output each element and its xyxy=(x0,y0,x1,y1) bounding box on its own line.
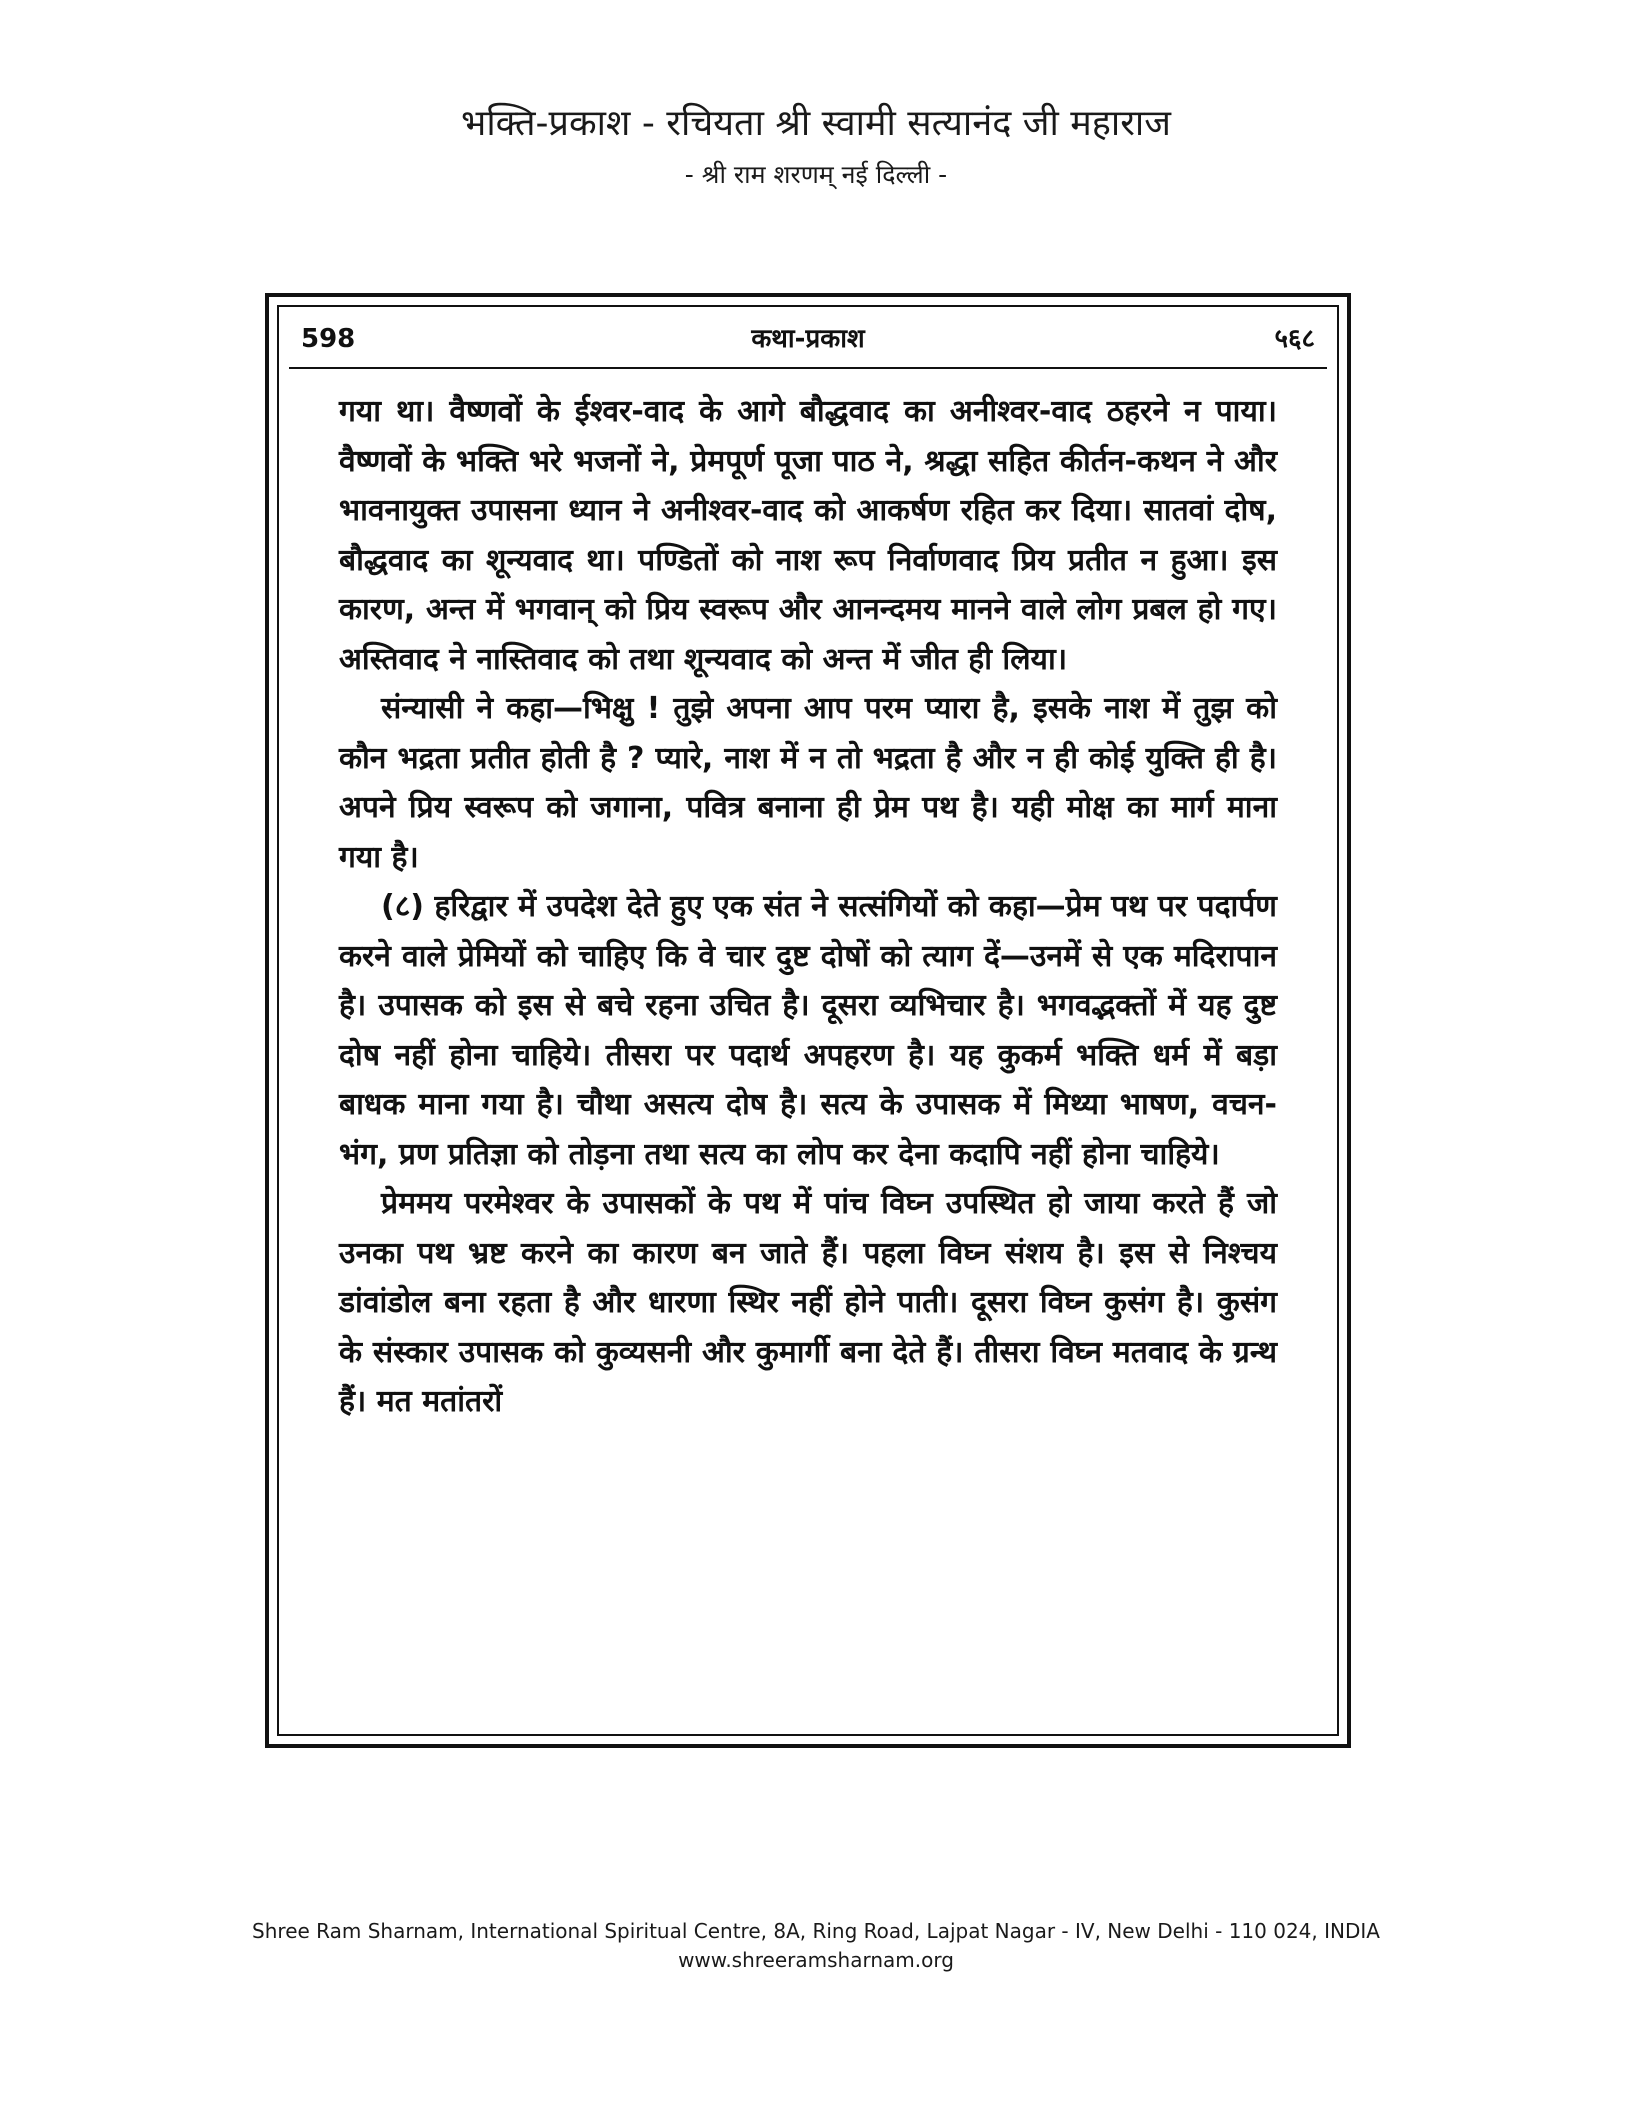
footer-website: www.shreeramsharnam.org xyxy=(678,1948,954,1972)
footer-address: Shree Ram Sharnam, International Spiritual Centre, 8A, Ring Road, Lajpat Nagar - IV, New Delhi - 110 024, INDIA xyxy=(252,1919,1380,1943)
page-number-devanagari: ५६८ xyxy=(1274,324,1315,354)
page-number-arabic: 598 xyxy=(301,324,356,354)
page-footer xyxy=(0,1917,1632,1975)
body-text xyxy=(339,387,1277,1427)
paragraph: प्रेममय परमेश्वर के उपासकों के पथ में पांच विघ्न उपस्थित हो जाया करते हैं जो उनका पथ भ्रष्ट करने का कारण बन जाते हैं। पहला विघ्न संशय है। इस से निश्चय डांवांडोल बना रहता है और धारणा स्थिर नहीं होने पाती। दूसरा विघ्न कुसंग है। कुसंग के संस्कार उपासक को कुव्यसनी और कुमार्गी बना देते हैं। तीसरा विघ्न मतवाद के ग्रन्थ हैं। मत मतांतरों xyxy=(339,1186,1277,1419)
document-subtitle: - श्री राम शरणम् नई दिल्ली - xyxy=(684,160,948,189)
document-title: भक्ति-प्रकाश - रचियता श्री स्वामी सत्यानंद जी महाराज xyxy=(461,103,1171,144)
paragraph: (८) हरिद्वार में उपदेश देते हुए एक संत ने सत्संगियों को कहा—प्रेम पथ पर पदार्पण करने वाले प्रेमियों को चाहिए कि वे चार दुष्ट दोषों को त्याग दें—उनमें से एक मदिरापान है। उपासक को इस से बचे रहना उचित है। दूसरा व्यभिचार है। भगवद्भक्तों में यह दुष्ट दोष नहीं होना चाहिये। तीसरा पर पदार्थ अपहरण है। यह कुकर्म भक्ति धर्म में बड़ा बाधक माना गया है। चौथा असत्य दोष है। सत्य के उपासक में मिथ्या भाषण, वचन-भंग, प्रण प्रतिज्ञा को तोड़ना तथा सत्य का लोप कर देना कदापि नहीं होना चाहिये। xyxy=(339,889,1277,1172)
paragraph: गया था। वैष्णवों के ईश्वर-वाद के आगे बौद्धवाद का अनीश्वर-वाद ठहरने न पाया। वैष्णवों के भक्ति भरे भजनों ने, प्रेमपूर्ण पूजा पाठ ने, श्रद्धा सहित कीर्तन-कथन ने और भावनायुक्त उपासना ध्यान ने अनीश्वर-वाद को आकर्षण रहित कर दिया। सातवां दोष, बौद्धवाद का शून्यवाद था। पण्डितों को नाश रूप निर्वाणवाद प्रिय प्रतीत न हुआ। इस कारण, अन्त में भगवान् को प्रिय स्वरूप और आनन्दमय मानने वाले लोग प्रबल हो गए। अस्तिवाद ने नास्तिवाद को तथा शून्यवाद को अन्त में जीत ही लिया। xyxy=(339,394,1277,677)
running-title: कथा-प्रकाश xyxy=(751,324,865,354)
book-page-inner-border xyxy=(277,305,1339,1736)
book-page-frame xyxy=(265,293,1351,1748)
page-header xyxy=(0,100,1632,192)
header-rule xyxy=(289,367,1327,369)
paragraph: संन्यासी ने कहा—भिक्षु ! तुझे अपना आप परम प्यारा है, इसके नाश में तुझ को कौन भद्रता प्रतीत होती है ? प्यारे, नाश में न तो भद्रता है और न ही कोई युक्ति ही है। अपने प्रिय स्वरूप को जगाना, पवित्र बनाना ही प्रेम पथ है। यही मोक्ष का मार्ग माना गया है। xyxy=(339,691,1277,875)
running-head xyxy=(301,319,1315,359)
